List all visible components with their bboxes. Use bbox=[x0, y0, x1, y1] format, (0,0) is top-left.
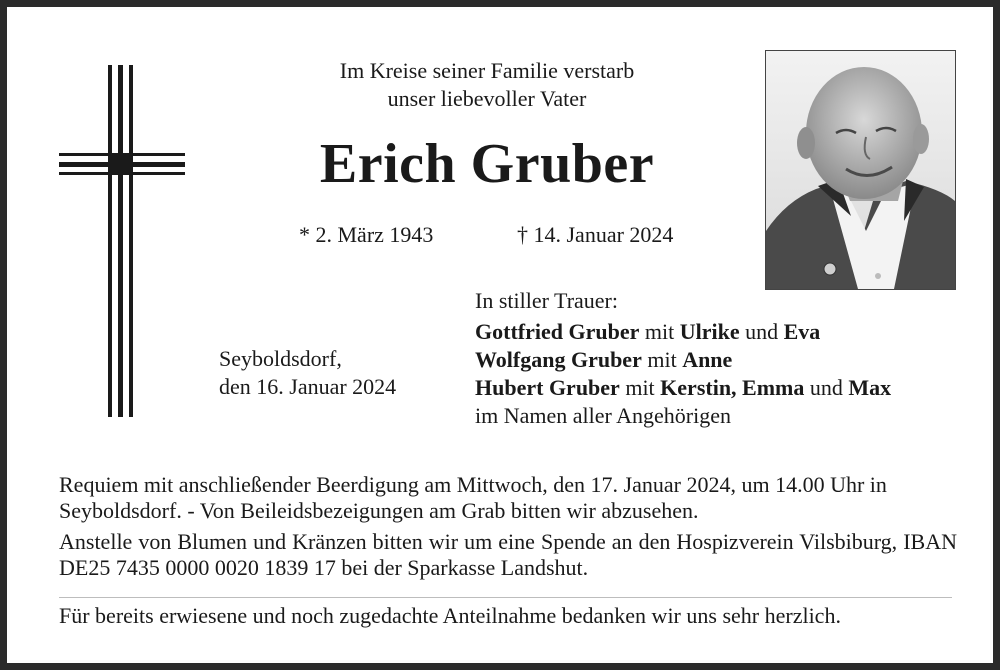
funeral-details: Requiem mit anschließender Beerdigung am Mittwoch, den 17. Januar 2024, um 14.00 Uhr in Seyboldsdorf. - Von Beileidsbezeigungen am Grab bitten wir abzusehen. bbox=[59, 472, 887, 523]
mourner-line bbox=[475, 374, 891, 402]
notice-date-line: den 16. Januar 2024 bbox=[219, 374, 397, 399]
mourner-text: und bbox=[739, 319, 784, 344]
portrait-photo bbox=[765, 50, 956, 290]
mourner-text: mit bbox=[639, 319, 680, 344]
mourner-name: Hubert Gruber bbox=[475, 375, 620, 400]
place-line: Seyboldsdorf, bbox=[219, 346, 342, 371]
mourner-line bbox=[475, 402, 891, 430]
mourner-name: Wolfgang Gruber bbox=[475, 347, 642, 372]
mourner-name: Gottfried Gruber bbox=[475, 319, 640, 344]
intro-line-2: unser liebevoller Vater bbox=[387, 86, 587, 111]
thanks-line: Für bereits erwiesene und noch zugedachte Anteilnahme bedanken wir uns sehr herzlich. bbox=[59, 603, 841, 628]
mourner-text: mit bbox=[619, 375, 661, 400]
death-date: † 14. Januar 2024 bbox=[517, 222, 674, 247]
intro-text bbox=[237, 57, 737, 113]
cross-icon bbox=[59, 65, 185, 417]
mourner-name: Ulrike bbox=[679, 319, 740, 344]
mourner-line bbox=[475, 346, 891, 374]
intro-line-1: Im Kreise seiner Familie verstarb bbox=[339, 58, 635, 83]
donation-request: Anstelle von Blumen und Kränzen bitten wir um eine Spende an den Hospizverein Vilsbiburg, IBAN DE25 7435 0000 0020 1839 17 bei der Sparkasse Landshut. bbox=[59, 529, 957, 580]
mourners-list bbox=[475, 318, 891, 430]
place-date bbox=[219, 345, 396, 401]
mourner-name: Max bbox=[848, 375, 892, 400]
mourner-text: im Namen aller Angehörigen bbox=[475, 403, 731, 428]
mourner-line bbox=[475, 318, 891, 346]
mourner-name: Kerstin, Emma bbox=[660, 375, 805, 400]
mourner-name: Anne bbox=[682, 347, 733, 372]
mourner-text: mit bbox=[641, 347, 683, 372]
deceased-name: Erich Gruber bbox=[319, 133, 655, 195]
mourner-text: und bbox=[804, 375, 849, 400]
divider bbox=[59, 597, 952, 598]
mourning-label: In stiller Trauer: bbox=[475, 288, 618, 313]
birth-date: * 2. März 1943 bbox=[299, 222, 434, 247]
mourner-name: Eva bbox=[783, 319, 821, 344]
